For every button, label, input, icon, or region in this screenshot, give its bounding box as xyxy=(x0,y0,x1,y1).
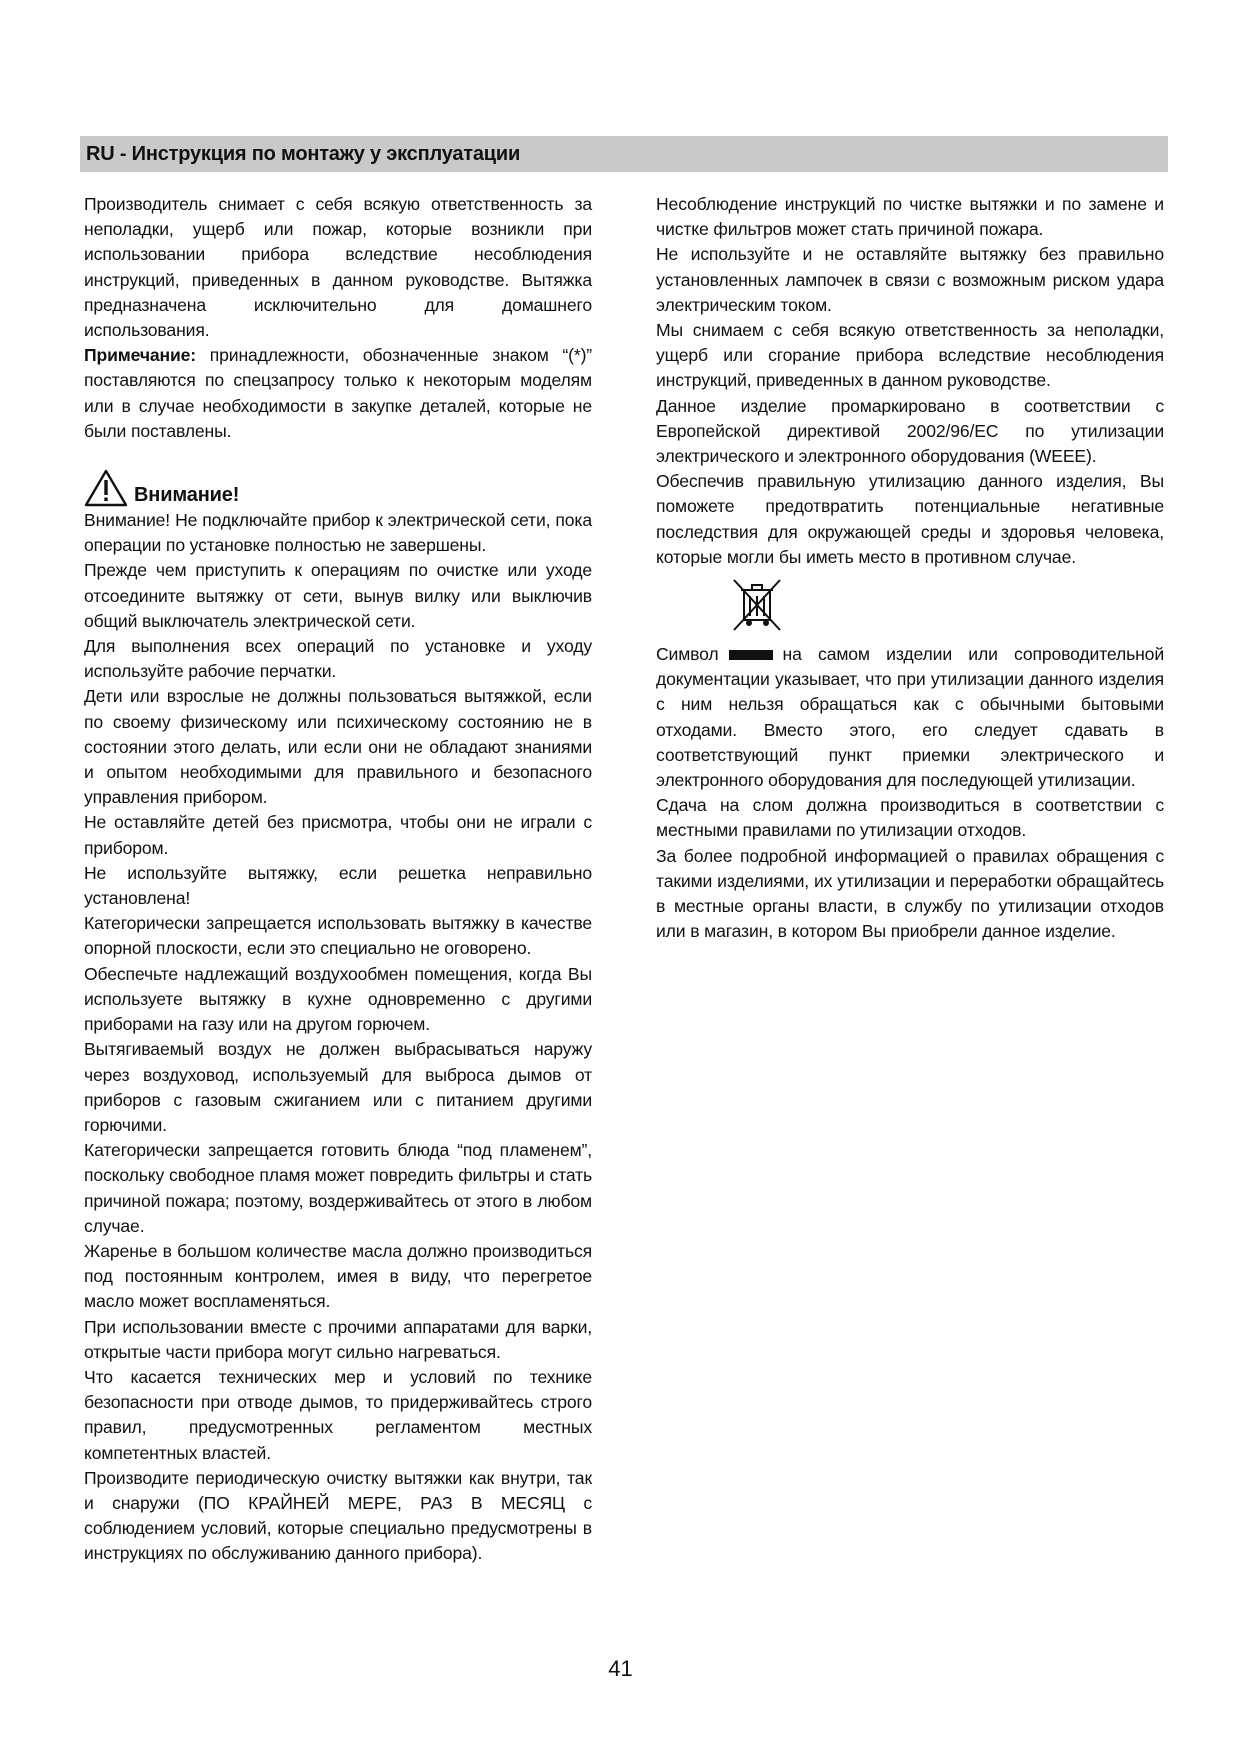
paragraph: Прежде чем приступить к операциям по очистке или уходе отсоедините вытяжку от сети, вынув вилку или выключив общий выключатель электрической сети. xyxy=(84,560,592,631)
paragraph: Жаренье в большом количестве масла должно производиться под постоянным контролем, имея в виду, что перегретое масло может воспламеняться. xyxy=(84,1240,592,1312)
paragraph: Внимание! Не подключайте прибор к электрической сети, пока операции по установке полностью не завершены. xyxy=(84,510,592,556)
paragraph: Производите периодическую очистку вытяжки как внутри, так и снаружи (ПО КРАЙНЕЙ МЕРЕ, РАЗ В МЕСЯЦ с соблюдением условий, которые специально предусмотрены в инструкциях по обслуживанию данного прибора). xyxy=(84,1467,592,1564)
right-column xyxy=(656,192,1164,944)
note-text: принадлежности, обозначенные знаком “(*)” поставляются по спецзапросу только к некоторым моделям или в случае необходимости в закупке деталей, которые не были поставлены. xyxy=(84,345,592,441)
note-label: Примечание: xyxy=(84,345,197,366)
crossed-out-bin-icon xyxy=(730,576,786,636)
paragraph: Несоблюдение инструкций по чистке вытяжки и по замене и чистке фильтров может стать причиной пожара. xyxy=(656,194,1164,240)
paragraph: Категорически запрещается использовать вытяжку в качестве опорной плоскости, если это специально не оговорено. xyxy=(84,913,592,959)
warning-heading xyxy=(84,464,592,508)
note-paragraph xyxy=(84,343,592,444)
paragraph: Сдача на слом должна производиться в соответствии с местными правилами по утилизации отходов. xyxy=(656,795,1164,841)
symbol-paragraph xyxy=(656,642,1164,793)
black-bar-symbol xyxy=(729,650,773,660)
paragraph: Что касается технических мер и условий по технике безопасности при отводе дымов, то придерживайтесь строго правил, предусмотренных регламентом местных компетентных властей. xyxy=(84,1366,592,1463)
paragraph: Дети или взрослые не должны пользоваться вытяжкой, если по своему физическому или психическому состоянию не в состоянии этого делать, или если они не обладают знаниями и опытом необходимыми для правильного и безопасного управления прибором. xyxy=(84,686,592,808)
paragraph: Для выполнения всех операций по установке и уходу используйте рабочие перчатки. xyxy=(84,636,592,682)
symbol-word: Символ xyxy=(656,644,719,665)
section-header xyxy=(80,136,1168,172)
paragraph: Вытягиваемый воздух не должен выбрасываться наружу через воздуховод, используемый для выброса дымов от приборов с газовым сжиганием или с питанием другими горючими. xyxy=(84,1039,592,1135)
paragraph: За более подробной информацией о правилах обращения с такими изделиями, их утилизации и переработки обращайтесь в местные органы власти, в службу по утилизации отходов или в магазин, в котором Вы приобрели данное изделие. xyxy=(656,845,1164,942)
paragraph: Обеспечив правильную утилизацию данного изделия, Вы поможете предотвратить потенциальные негативные последствия для окружающей среды и здоровья человека, которые могли бы иметь место в противном случае. xyxy=(656,471,1164,567)
paragraph: Не оставляйте детей без присмотра, чтобы они не играли с прибором. xyxy=(84,812,592,858)
warning-title: Внимание! xyxy=(134,484,240,507)
weee-symbol xyxy=(730,576,1164,638)
paragraph: Обеспечьте надлежащий воздухообмен помещения, когда Вы используете вытяжку в кухне одновременно с другими приборами на газу или на другом горючем. xyxy=(84,963,592,1035)
paragraph: Мы снимаем с себя всякую ответственность за неполадки, ущерб или сгорание прибора вследствие несоблюдения инструкций, приведенных в данном руководстве. xyxy=(656,320,1164,391)
symbol-text: на самом изделии или сопроводительной документации указывает, что при утилизации данного изделия с ним нельзя обращаться как с обычными бытовыми отходами. Вместо этого, его следует сдавать в соответствующий пункт приемки электрического и электронного оборудования для последующей утилизации. xyxy=(656,644,1164,791)
left-column xyxy=(84,192,592,1567)
section-title: RU - Инструкция по монтажу у эксплуатации xyxy=(86,143,521,165)
paragraph: Категорически запрещается готовить блюда “под пламенем”, поскольку свободное пламя может повредить фильтры и стать причиной пожара; поэтому, воздерживайтесь от этого в любом случае. xyxy=(84,1140,592,1236)
paragraph: Не используйте вытяжку, если решетка неправильно установлена! xyxy=(84,862,592,909)
page-number: 41 xyxy=(608,1656,633,1681)
paragraph: Данное изделие промаркировано в соответствии с Европейской директивой 2002/96/EC по утилизации электрического и электронного оборудования (WEEE). xyxy=(656,395,1164,467)
paragraph: При использовании вместе с прочими аппаратами для варки, открытые части прибора могут сильно нагреваться. xyxy=(84,1316,592,1362)
paragraph: Производитель снимает с себя всякую ответственность за неполадки, ущерб или пожар, которые возникли при использовании прибора вследствие несоблюдения инструкций, приведенных в данном руководстве. Вытяжка предназначена исключительно для домашнего использования. xyxy=(84,194,592,341)
warning-triangle-icon xyxy=(84,468,128,508)
paragraph: Не используйте и не оставляйте вытяжку без правильно установленных лампочек в связи с возможным риском удара электрическим током. xyxy=(656,244,1164,315)
